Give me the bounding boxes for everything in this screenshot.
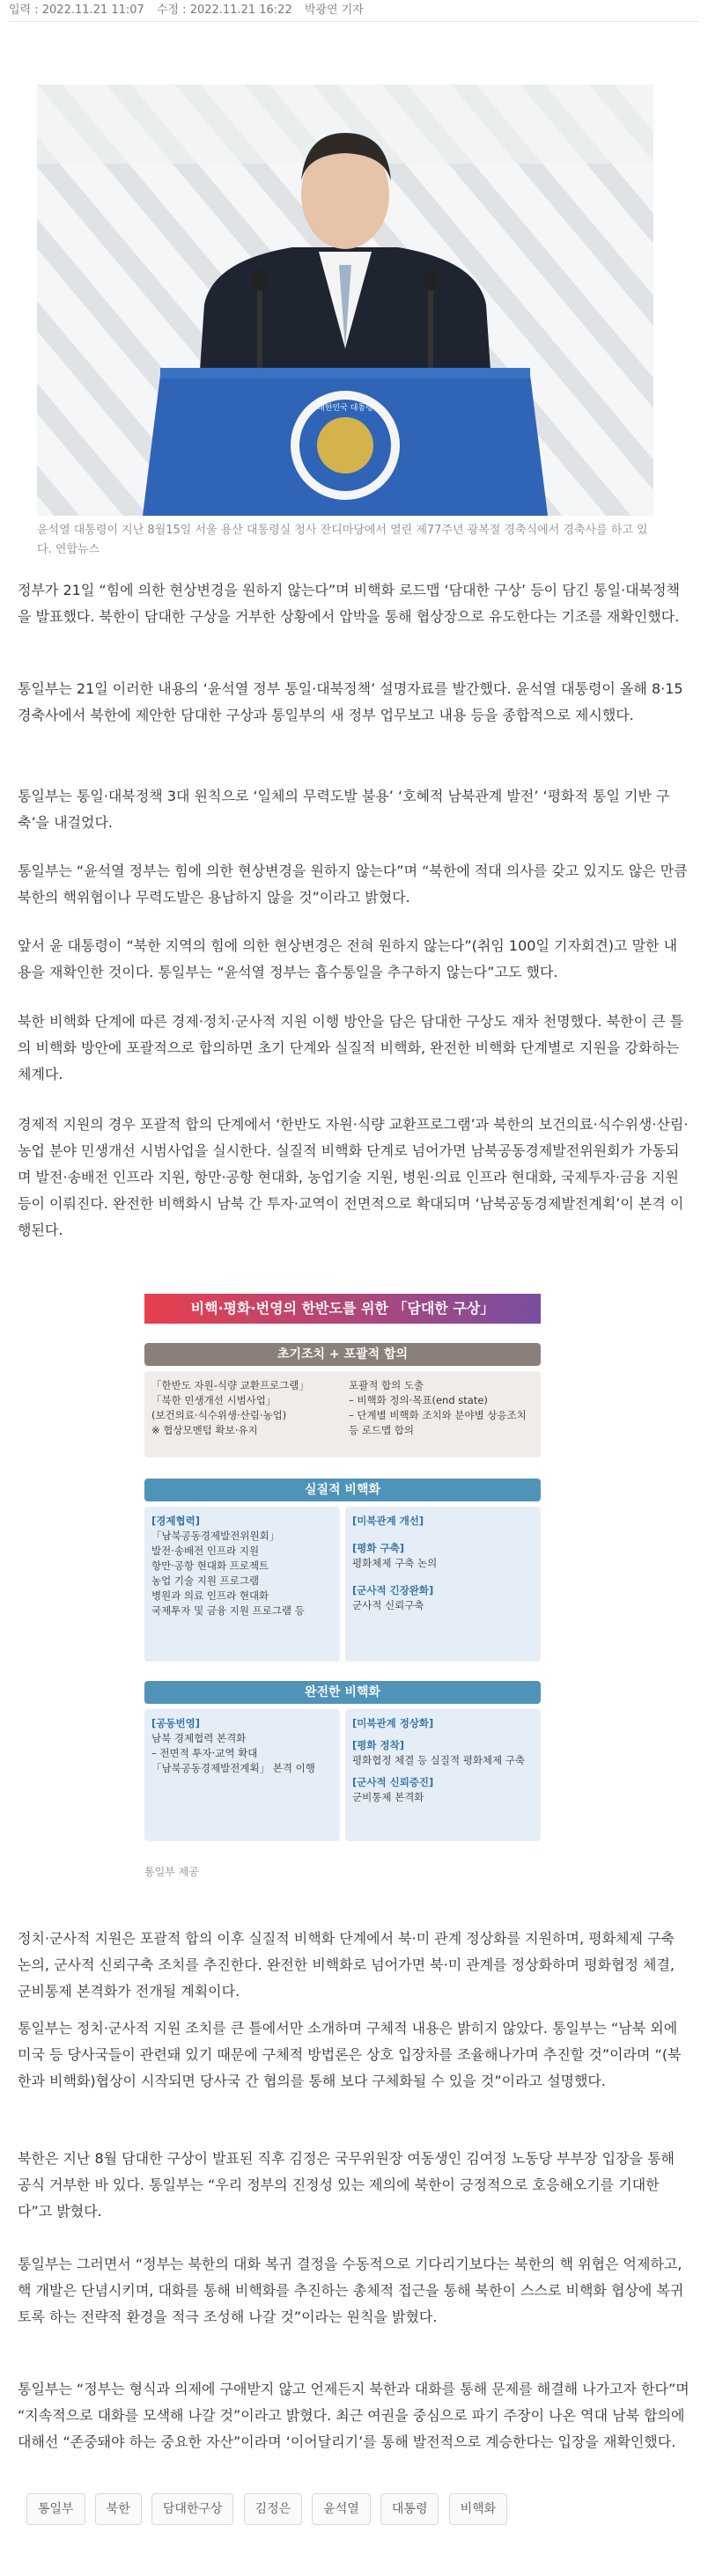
paragraph-12: 통일부는 “정부는 형식과 의제에 구애받지 않고 언제든지 북한과 대화를 통해 문제를 해결해 나가고자 한다”며 “지속적으로 대화를 모색해 나갈 것”이라고 밝혔다. 최근 여권을 중심으로 파기 주장이 나온 역대 남북 합의에 대해선 “존중돼야 하는 중요한 자산”이라며 ‘이어달리기’를 통해 발전적으로 계승한다는 입장을 재확인했다.: [18, 2381, 690, 2450]
initial-item: ※ 협상모멘텀 확보·유지: [151, 1424, 258, 1436]
paragraph-10: 북한은 지난 8월 담대한 구상이 발표된 직후 김정은 국무위원장 여동생인 김여정 노동당 부부장 입장을 통해 공식 거부한 바 있다. 통일부는 “우리 정부의 진정성 있는 제의에 북한이 긍정적으로 호응해오기를 기대한다”고 밝혔다.: [18, 2150, 675, 2220]
stage-substantial-right: [345, 1507, 541, 1662]
list-item: 군비통제 본격화: [352, 1791, 424, 1803]
section-head: [미북관계 개선]: [352, 1515, 424, 1527]
list-item: 항만·공항 현대화 프로젝트: [151, 1560, 269, 1572]
stage-complete: 완전한 비핵화: [144, 1681, 541, 1704]
stage-complete-right: [345, 1709, 541, 1841]
infographic-title: 비핵·평화·번영의 한반도를 위한 「담대한 구상」: [144, 1294, 541, 1324]
paragraph-8: 정치·군사적 지원은 포괄적 합의 이후 실질적 비핵화 단계에서 북·미 관계 정상화를 지원하며, 평화체제 구축 논의, 군사적 신뢰구축 조치를 추진한다. 완전한 비핵화로 넘어가면 북·미 관계를 정상화하며 평화협정 체결, 군비통제 본격화가 전개될 계획이다.: [18, 1930, 675, 2000]
list-item: – 전면적 투자·교역 확대: [151, 1747, 258, 1759]
section-head: [미북관계 정상화]: [352, 1717, 434, 1729]
paragraph-6: 북한 비핵화 단계에 따른 경제·정치·군사적 지원 이행 방안을 담은 담대한 구상도 재차 천명했다. 북한이 큰 틀의 비핵화 방안에 포괄적으로 합의하면 초기 단계와 실질적 비핵화, 완전한 비핵화 단계별로 지원을 강화하는 체계다.: [18, 1013, 684, 1083]
tag-item[interactable]: 북한: [95, 2493, 142, 2525]
paragraph-3: 통일부는 통일·대북정책 3대 원칙으로 ‘일체의 무력도발 불용’ ‘호혜적 남북관계 발전’ ‘평화적 통일 기반 구축’을 내걸었다.: [18, 788, 670, 831]
list-item: 국제투자 및 금융 지원 프로그램 등: [151, 1604, 305, 1617]
photo-caption: 윤석열 대통령이 지난 8월15일 서울 용산 대통령실 청사 잔디마당에서 열린 제77주년 광복절 경축식에서 경축사를 하고 있다. 연합뉴스: [37, 524, 648, 556]
stage-substantial: 실질적 비핵화: [144, 1479, 541, 1501]
author-name: 박광연 기자: [304, 4, 364, 17]
stage-initial-left: [151, 1378, 336, 1438]
list-item: 병원과 의료 인프라 현대화: [151, 1589, 269, 1602]
list-item: 평화협정 체결 등 실질적 평화체제 구축: [352, 1754, 526, 1766]
list-item: 「남북공동경제발전위원회」: [151, 1530, 280, 1542]
initial-item: (보건의료·식수위생·산림·농업): [151, 1409, 287, 1421]
president-speech-image: [37, 84, 653, 516]
infographic-credit: 통일부 제공: [144, 1866, 199, 1878]
tag-item[interactable]: 김정은: [244, 2493, 303, 2525]
initial-item: 「북한 민생개선 시범사업」: [151, 1394, 277, 1406]
article-photo: [37, 84, 653, 516]
section-head: [공동번영]: [151, 1717, 200, 1729]
paragraph-1: 정부가 21일 “힘에 의한 현상변경을 원하지 않는다”며 비핵화 로드맵 ‘담대한 구상’ 등이 담긴 통일·대북정책을 발표했다. 북한이 담대한 구상을 거부한 상황에서 압박을 통해 협상장으로 유도한다는 기조를 재확인했다.: [18, 582, 681, 625]
list-item: 농업 기술 지원 프로그램: [151, 1574, 260, 1587]
stage-complete-left: [144, 1709, 340, 1841]
initial-item: – 단계별 비핵화 조치와 분야별 상응조치 등 로드맵 합의: [349, 1409, 527, 1436]
section-head: [군사적 신뢰증진]: [352, 1776, 434, 1788]
section-head: [평화 정착]: [352, 1739, 404, 1751]
stage-substantial-left: [144, 1507, 340, 1662]
paragraph-7: 경제적 지원의 경우 포괄적 합의 단계에서 ‘한반도 자원·식량 교환프로그램’과 북한의 보건의료·식수위생·산림·농업 분야 민생개선 시범사업을 실시한다. 실질적 비핵화 단계로 넘어가면 남북공동경제발전위원회가 가동되며 발전·송배전 인프라 지원, 항만·공항 현대화, 농업기술 지원, 병원·의료 인프라 현대화, 국제투자·금융 지원 등이 이뤄진다. 완전한 비핵화시 남북 간 투자·교역이 전면적으로 확대되며 ‘남북공동경제발전계획’이 본격 이행된다.: [18, 1116, 689, 1238]
stage-initial-box: [144, 1371, 541, 1457]
list-item: 남북 경제협력 본격화: [151, 1732, 247, 1744]
published-time: 입력 : 2022.11.21 11:07: [9, 4, 144, 17]
paragraph-4: 통일부는 “윤석열 정부는 힘에 의한 현상변경을 원하지 않는다”며 “북한에 적대 의사를 갖고 있지도 않은 만큼 북한의 핵위협이나 무력도발은 용납하지 않을 것”이라고 밝혔다.: [18, 862, 688, 906]
list-item: 발전·송배전 인프라 지원: [151, 1545, 260, 1557]
paragraph-2: 통일부는 21일 이러한 내용의 ‘윤석열 정부 통일·대북정책’ 설명자료를 발간했다. 윤석열 대통령이 올해 8·15 경축사에서 북한에 제안한 담대한 구상과 통일부의 새 정부 업무보고 내용 등을 종합적으로 제시했다.: [18, 680, 683, 723]
initial-item: – 비핵화 정의·목표(end state): [349, 1394, 488, 1406]
tag-item[interactable]: 담대한구상: [151, 2493, 234, 2525]
tag-item[interactable]: 대통령: [380, 2493, 439, 2525]
article-meta: [9, 0, 699, 22]
emblem-text: 대한민국 대통령: [317, 404, 373, 413]
infographic: [144, 1294, 541, 1857]
initial-item: 「한반도 자원-식량 교환프로그램」: [151, 1379, 309, 1391]
tag-item[interactable]: 비핵화: [449, 2493, 508, 2525]
tag-list: [26, 2493, 696, 2525]
list-item: 평화체제 구축 논의: [352, 1557, 438, 1569]
section-head: [군사적 긴장완화]: [352, 1584, 434, 1596]
section-head: [경제협력]: [151, 1515, 200, 1527]
section-head: [평화 구축]: [352, 1542, 404, 1554]
paragraph-9: 통일부는 정치·군사적 지원 조치를 큰 틀에서만 소개하며 구체적 내용은 밝히지 않았다. 통일부는 “남북 외에 미국 등 당사국들이 관련돼 있기 때문에 구체적 방법론은 상호 입장차를 조율해나가며 추진할 것”이라며 “(북한과 비핵화)협상이 시작되면 당사국 간 협의를 통해 보다 구체화될 수 있을 것”이라고 설명했다.: [18, 2020, 682, 2089]
list-item: 군사적 신뢰구축: [352, 1599, 424, 1611]
paragraph-5: 앞서 윤 대통령이 “북한 지역의 힘에 의한 현상변경은 전혀 원하지 않는다”(취임 100일 기자회견)고 말한 내용을 재확인한 것이다. 통일부는 “윤석열 정부는 흡수통일을 추구하지 않는다”고도 했다.: [18, 937, 678, 980]
stage-initial: 초기조치 + 포괄적 합의: [144, 1343, 541, 1366]
initial-item: 포괄적 합의 도출: [349, 1379, 424, 1391]
tag-item[interactable]: 통일부: [26, 2493, 85, 2525]
paragraph-11: 통일부는 그러면서 “정부는 북한의 대화 복귀 결정을 수동적으로 기다리기보다는 북한의 핵 위협은 억제하고, 핵 개발은 단념시키며, 대화를 통해 비핵화를 추진하는 총체적 접근을 통해 북한이 스스로 비핵화 협상에 복귀토록 하는 전략적 환경을 적극 조성해 나갈 것”이라는 원칙을 밝혔다.: [18, 2256, 684, 2325]
modified-time: 수정 : 2022.11.21 16:22: [156, 4, 292, 17]
stage-initial-right: [349, 1378, 534, 1438]
tag-item[interactable]: 윤석열: [312, 2493, 371, 2525]
list-item: 「남북공동경제발전계획」 본격 이행: [151, 1762, 315, 1774]
